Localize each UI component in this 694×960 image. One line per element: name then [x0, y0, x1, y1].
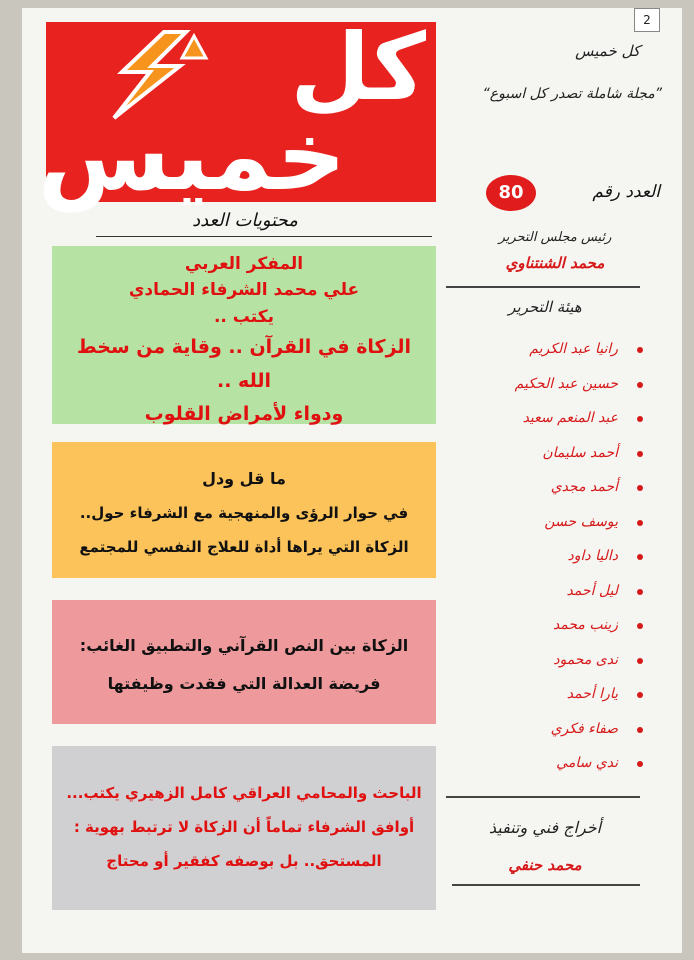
board-member: ندى محمود	[480, 643, 640, 678]
board-member: أحمد سليمان	[480, 436, 640, 471]
art-direction-label: أخراج فني وتنفيذ	[488, 818, 602, 837]
issue-label: العدد رقم	[592, 182, 660, 202]
contents-title: محتويات العدد	[192, 210, 298, 231]
article-box-3[interactable]	[52, 600, 436, 724]
editorial-board-title: هيئة التحرير	[508, 298, 582, 316]
bullet-icon	[637, 658, 643, 664]
bullet-icon	[637, 623, 643, 629]
board-member: يارا أحمد	[480, 677, 640, 712]
bullet-icon	[637, 416, 643, 422]
article3-line1: الزكاة بين النص القرآني والتطبيق الغائب:	[79, 636, 409, 655]
divider-top	[446, 286, 640, 288]
article1-headline2: ودواء لأمراض القلوب	[144, 403, 344, 425]
chief-editor-name: محمد الشنتناوي	[505, 254, 605, 272]
article1-headline1: الزكاة في القرآن .. وقاية من سخط الله ..	[76, 336, 412, 392]
art-director-name: محمد حنفي	[508, 856, 582, 874]
board-member: أحمد مجدي	[480, 470, 640, 505]
article-box-1[interactable]	[52, 246, 436, 424]
article2-line3: الزكاة التي يراها أداة للعلاج النفسي للمجتمع	[79, 538, 409, 556]
article4-line3: المستحق.. بل بوصفه كفقير أو محتاج	[106, 852, 382, 870]
bullet-icon	[637, 485, 643, 491]
bullet-icon	[637, 727, 643, 733]
article4-line1: الباحث والمحامي العراقي كامل الزهيري يكتب...	[66, 784, 422, 802]
board-member: زينب محمد	[480, 608, 640, 643]
logo-text-line2: خميس	[37, 100, 346, 212]
contents-rule	[96, 236, 432, 237]
board-member: يوسف حسن	[480, 505, 640, 540]
board-member: عبد المنعم سعيد	[480, 401, 640, 436]
divider-middle	[446, 796, 640, 798]
bullet-icon	[637, 382, 643, 388]
article2-line2: في حوار الرؤى والمنهجية مع الشرفاء حول..	[79, 504, 409, 522]
article-box-2[interactable]	[52, 442, 436, 578]
article4-line2: أوافق الشرفاء تماماً أن الزكاة لا ترتبط بهوية :	[73, 818, 415, 836]
article2-line1: ما قل ودل	[202, 469, 286, 488]
logo-text-line1: كل	[290, 14, 426, 121]
article3-line2: فريضة العدالة التي فقدت وظيفتها	[107, 674, 381, 693]
board-member: ليل أحمد	[480, 574, 640, 609]
board-member: صفاء فكري	[480, 712, 640, 747]
bullet-icon	[637, 554, 643, 560]
article-box-4[interactable]	[52, 746, 436, 910]
page-number: 2	[634, 8, 660, 32]
issue-number-badge: 80	[486, 175, 536, 211]
bullet-icon	[637, 692, 643, 698]
bullet-icon	[637, 347, 643, 353]
article1-line3: يكتب ..	[213, 307, 275, 327]
article1-line2: علي محمد الشرفاء الحمادي	[128, 280, 360, 300]
bullet-icon	[637, 761, 643, 767]
magazine-logo	[37, 14, 436, 212]
magazine-slogan: ”مجلة شاملة تصدر كل اسبوع“	[482, 86, 662, 102]
magazine-name: كل خميس	[575, 42, 640, 60]
board-member: حسين عبد الحكيم	[480, 367, 640, 402]
divider-bottom	[452, 884, 640, 886]
editorial-board-list	[480, 332, 640, 781]
board-member: ندي سامي	[480, 746, 640, 781]
bullet-icon	[637, 589, 643, 595]
board-member: داليا داود	[480, 539, 640, 574]
bullet-icon	[637, 451, 643, 457]
article1-line1: المفكر العربي	[184, 254, 304, 274]
board-member: رانيا عبد الكريم	[480, 332, 640, 367]
chief-editor-label: رئيس مجلس التحرير	[498, 230, 612, 245]
bullet-icon	[637, 520, 643, 526]
